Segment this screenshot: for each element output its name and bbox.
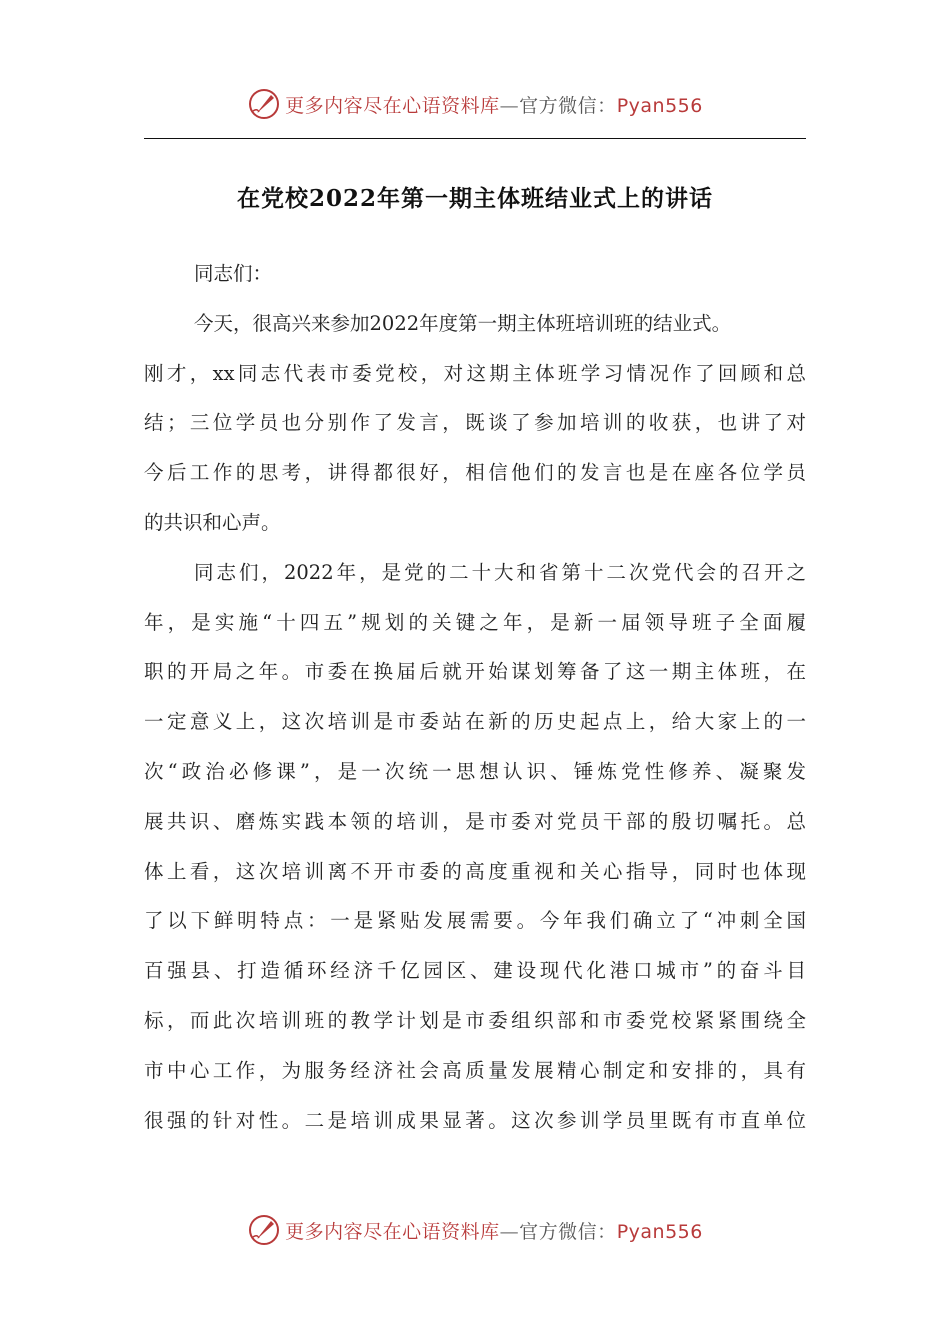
- quill-pen-logo-icon: [247, 1213, 281, 1247]
- body-line: 标，而此次培训班的教学计划是市委组织部和市委党校紧紧围绕全: [144, 1008, 806, 1032]
- header-rule: [144, 138, 806, 139]
- body-line: 了以下鲜明特点：一是紧贴发展需要。今年我们确立了“冲刺全国: [144, 909, 806, 933]
- body-line: 年，是实施“十四五”规划的关键之年，是新一届领导班子全面履: [144, 610, 806, 634]
- body-line: 职的开局之年。市委在换届后就开始谋划筹备了这一期主体班，在: [144, 660, 806, 684]
- header-watermark-text: 更多内容尽在心语资料库—官方微信：Pyan556: [285, 94, 703, 117]
- footer-watermark: [0, 1210, 950, 1250]
- body-line: 市中心工作，为服务经济社会高质量发展精心制定和安排的，具有: [144, 1058, 806, 1082]
- body-line: 的共识和心声。: [144, 510, 281, 534]
- body-line: 次“政治必修课”，是一次统一思想认识、锤炼党性修养、凝聚发: [144, 759, 806, 783]
- body-line: 结；三位学员也分别作了发言，既谈了参加培训的收获，也讲了对: [144, 411, 806, 435]
- document-body: [144, 249, 806, 1145]
- quill-pen-logo-icon: [247, 87, 281, 121]
- body-line: 体上看，这次培训离不开市委的高度重视和关心指导，同时也体现: [144, 859, 806, 883]
- body-line: 同志们，2022年，是党的二十大和省第十二次党代会的召开之: [194, 560, 806, 584]
- body-line: 一定意义上，这次培训是市委站在新的历史起点上，给大家上的一: [144, 710, 806, 734]
- document-title: 在党校2022年第一期主体班结业式上的讲话: [236, 185, 713, 212]
- body-line: 百强县、打造循环经济千亿园区、建设现代化港口城市”的奋斗目: [144, 959, 806, 983]
- body-line: 今天，很高兴来参加2022年度第一期主体班培训班的结业式。: [194, 311, 732, 335]
- body-line: 很强的针对性。二是培训成果显著。这次参训学员里既有市直单位: [144, 1108, 806, 1132]
- body-line: 刚才，xx同志代表市委党校，对这期主体班学习情况作了回顾和总: [144, 361, 806, 385]
- body-line: 今后工作的思考，讲得都很好，相信他们的发言也是在座各位学员: [144, 461, 806, 485]
- header-watermark: [0, 84, 950, 124]
- body-line: 同志们：: [194, 262, 273, 285]
- footer-watermark-text: 更多内容尽在心语资料库—官方微信：Pyan556: [285, 1220, 703, 1243]
- body-line: 展共识、磨炼实践本领的培训，是市委对党员干部的殷切嘱托。总: [144, 809, 806, 833]
